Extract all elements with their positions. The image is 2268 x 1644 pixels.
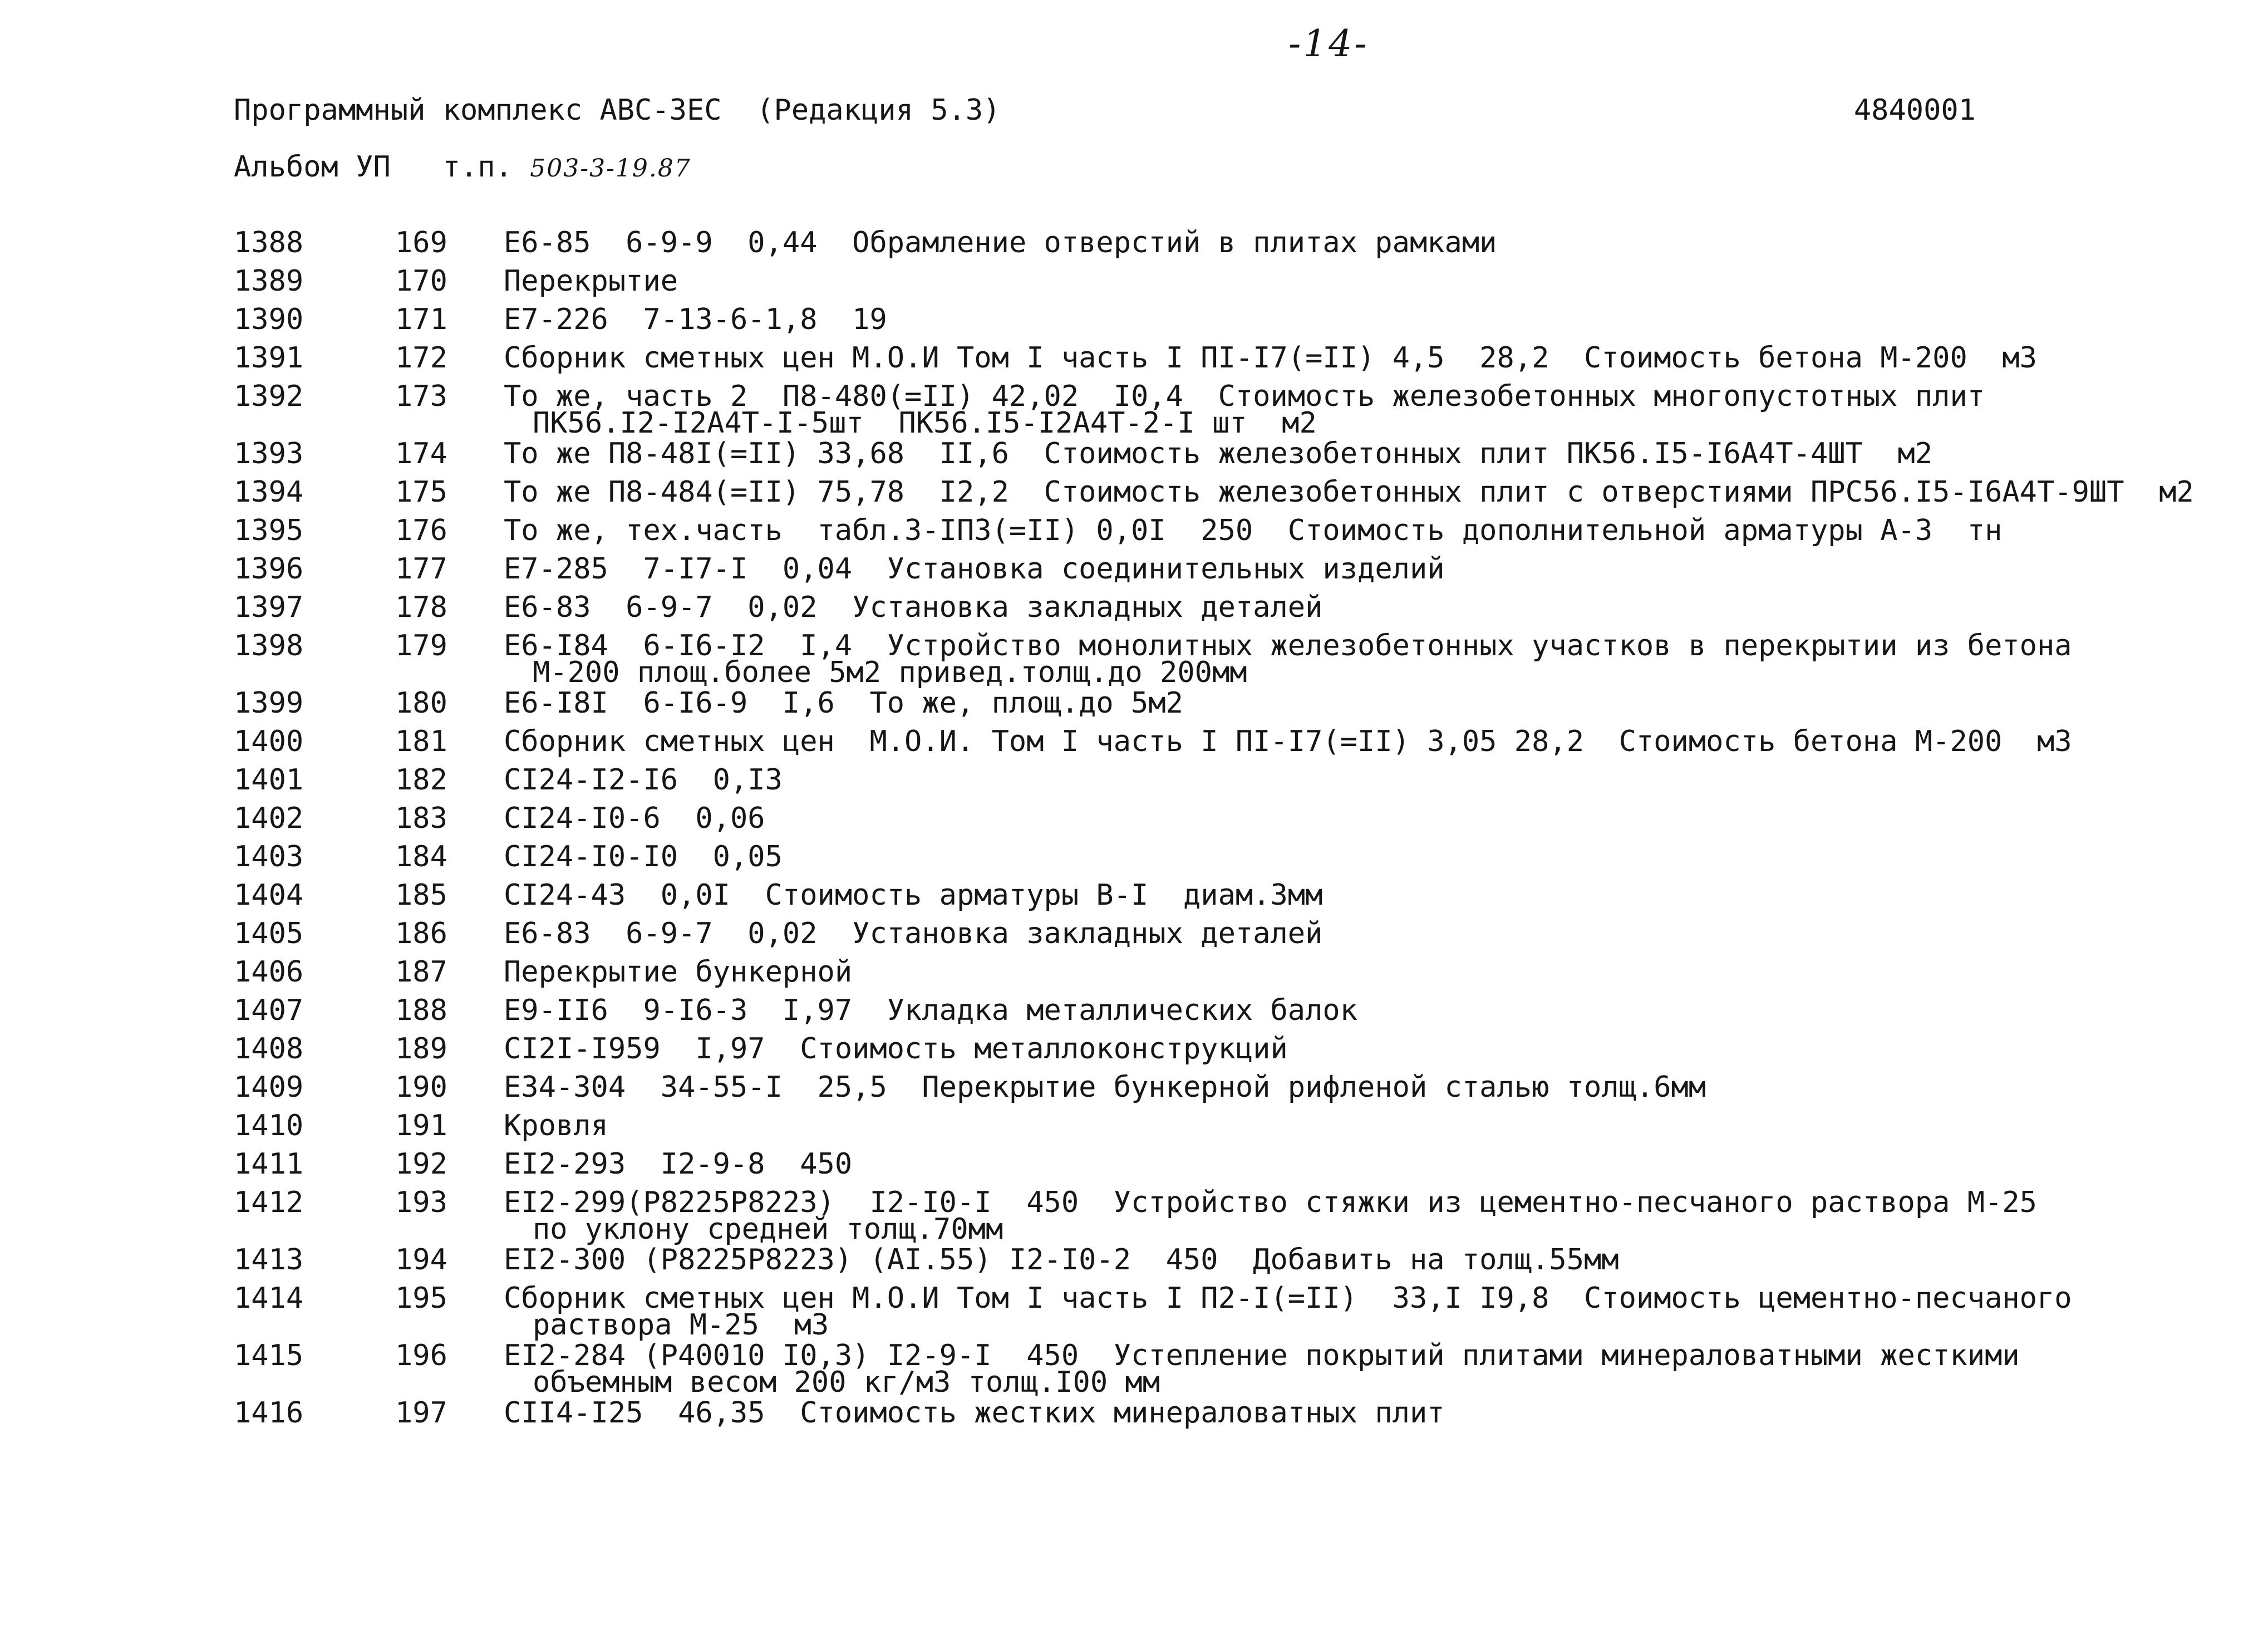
listing-row [234,724,2237,763]
item-number: 170 [395,264,447,298]
listing-row [234,379,2237,440]
listing-row [234,590,2237,629]
row-description [504,1070,2237,1105]
row-description [504,264,2237,298]
description-text: Сборник сметных цен М.О.И Том I часть I П2-I(=II) 33,I I9,8 Стоимость цементно-песчаного [504,1282,2072,1315]
listing-row [234,1338,2237,1399]
description-text: Е34-304 34-55-I 25,5 Перекрытие бункерной рифленой сталью толщ.6мм [504,1071,1706,1104]
item-number: 186 [395,917,447,950]
description-text: Перекрытие бункерной [504,955,853,989]
item-number: 187 [395,955,447,989]
item-number: 182 [395,763,447,797]
row-description [504,686,2237,720]
row-description [504,1243,2237,1277]
listing-row [234,1108,2237,1147]
description-text: То же, тех.часть табл.3-IП3(=II) 0,0I 250 Стоимость дополнительной арматуры А-3 тн [504,514,2003,547]
description-text: Е9-II6 9-I6-3 I,97 Укладка металлических балок [504,994,1358,1027]
row-description [504,955,2237,989]
row-description [504,1147,2237,1181]
line-number: 1394 [234,475,304,509]
line-number: 1413 [234,1243,304,1277]
description-continuation: объемным весом 200 кг/м3 толщ.I00 мм [533,1366,1160,1399]
listing-row [234,1281,2237,1342]
line-number: 1395 [234,514,304,547]
item-number: 188 [395,994,447,1027]
row-description [504,840,2237,874]
line-number: 1401 [234,763,304,797]
listing-row [234,840,2237,878]
description-text: СII4-I25 46,35 Стоимость жестких минераловатных плит [504,1396,1445,1430]
line-number: 1404 [234,879,304,912]
album-label: Альбом УП т.п. [234,150,513,184]
description-text: ЕI2-293 I2-9-8 450 [504,1147,853,1181]
item-number: 179 [395,629,447,662]
item-number: 174 [395,437,447,470]
line-number: 1415 [234,1339,304,1372]
line-number: 1399 [234,686,304,720]
item-number: 189 [395,1032,447,1066]
description-text: СI24-I2-I6 0,I3 [504,763,783,797]
description-text: СI24-I0-6 0,06 [504,802,765,835]
page-number: -14- [1288,22,1369,65]
album-code: 503-3-19.87 [530,154,691,183]
listing-row [234,1396,2237,1434]
line-number: 1388 [234,226,304,259]
description-text: Е6-I8I 6-I6-9 I,6 То же, площ.до 5м2 [504,686,1183,720]
description-text: Е7-226 7-13-6-1,8 19 [504,303,887,336]
row-description [504,302,2237,337]
estimate-listing [234,225,2237,1434]
line-number: 1409 [234,1071,304,1104]
line-number: 1407 [234,994,304,1027]
program-title: Программный комплекс АВС-ЗЕС (Редакция 5.3) [234,94,1001,127]
listing-row [234,916,2237,955]
row-description [504,1396,2237,1430]
listing-row [234,1147,2237,1185]
line-number: 1412 [234,1186,304,1219]
item-number: 193 [395,1186,447,1219]
listing-row [234,801,2237,840]
line-number: 1405 [234,917,304,950]
item-number: 175 [395,475,447,509]
description-text: Е6-I84 6-I6-I2 I,4 Устройство монолитных железобетонных участков в перекрытии из бетона [504,629,2072,662]
item-number: 172 [395,341,447,375]
line-number: 1391 [234,341,304,375]
line-number: 1411 [234,1147,304,1181]
row-description [504,763,2237,797]
row-description [504,590,2237,625]
item-number: 176 [395,514,447,547]
row-description [504,878,2237,912]
description-text: То же П8-484(=II) 75,78 I2,2 Стоимость железобетонных плит с отверстиями ПРС56.I5-I6А4Т-9ШТ м2 [504,475,2194,509]
item-number: 180 [395,686,447,720]
row-description [504,724,2237,759]
description-continuation: ПК56.I2-I2А4Т-I-5шт ПК56.I5-I2А4Т-2-I шт м2 [533,406,1317,440]
line-number: 1393 [234,437,304,470]
description-text: Е6-83 6-9-7 0,02 Установка закладных деталей [504,591,1323,624]
listing-row [234,225,2237,264]
line-number: 1402 [234,802,304,835]
row-description [504,379,2237,440]
description-continuation: раствора М-25 м3 [533,1308,829,1342]
line-number: 1398 [234,629,304,662]
description-text: СI24-43 0,0I Стоимость арматуры В-I диам.3мм [504,879,1323,912]
row-description [504,341,2237,375]
item-number: 196 [395,1339,447,1372]
row-description [504,801,2237,836]
listing-row [234,993,2237,1032]
document-code: 4840001 [1853,94,1976,127]
item-number: 171 [395,303,447,336]
line-number: 1416 [234,1396,304,1430]
description-text: Е7-285 7-I7-I 0,04 Установка соединительных изделий [504,552,1445,586]
item-number: 181 [395,725,447,758]
row-description [504,552,2237,586]
description-text: Сборник сметных цен М.О.И. Том I часть I ПI-I7(=II) 3,05 28,2 Стоимость бетона М-200 м3 [504,725,2072,758]
line-number: 1410 [234,1109,304,1142]
line-number: 1392 [234,380,304,413]
item-number: 192 [395,1147,447,1181]
row-description [504,225,2237,260]
description-text: Сборник сметных цен М.О.И Том I часть I ПI-I7(=II) 4,5 28,2 Стоимость бетона М-200 м3 [504,341,2037,375]
description-text: Кровля [504,1109,608,1142]
description-text: ЕI2-300 (Р8225Р8223) (АI.55) I2-I0-2 450 Добавить на толщ.55мм [504,1243,1619,1277]
listing-row [234,1032,2237,1070]
line-number: 1408 [234,1032,304,1066]
row-description [504,916,2237,951]
item-number: 197 [395,1396,447,1430]
item-number: 185 [395,879,447,912]
description-text: Е6-83 6-9-7 0,02 Установка закладных деталей [504,917,1323,950]
item-number: 173 [395,380,447,413]
description-text: ЕI2-284 (Р40010 I0,3) I2-9-I 450 Устепление покрытий плитами минераловатными жесткими [504,1339,2020,1372]
listing-row [234,629,2237,689]
listing-row [234,436,2237,475]
description-text: ЕI2-299(Р8225Р8223) I2-I0-I 450 Устройство стяжки из цементно-песчаного раствора М-25 [504,1186,2037,1219]
line-number: 1414 [234,1282,304,1315]
listing-row [234,955,2237,993]
description-text: СI2I-I959 I,97 Стоимость металлоконструкций [504,1032,1288,1066]
listing-row [234,552,2237,590]
line-number: 1403 [234,840,304,873]
listing-row [234,513,2237,552]
description-text: То же П8-48I(=II) 33,68 II,6 Стоимость железобетонных плит ПК56.I5-I6А4Т-4ШТ м2 [504,437,1933,470]
description-text: То же, часть 2 П8-480(=II) 42,02 I0,4 Стоимость железобетонных многопустотных плит [504,380,1985,413]
listing-row [234,341,2237,379]
description-continuation: М-200 площ.более 5м2 привед.толщ.до 200мм [533,656,1247,689]
row-description [504,1281,2237,1342]
item-number: 191 [395,1109,447,1142]
row-description [504,1185,2237,1246]
listing-row [234,878,2237,916]
description-text: СI24-I0-I0 0,05 [504,840,783,873]
item-number: 177 [395,552,447,586]
line-number: 1400 [234,725,304,758]
row-description [504,513,2237,548]
listing-row [234,686,2237,724]
line-number: 1406 [234,955,304,989]
listing-row [234,264,2237,302]
item-number: 194 [395,1243,447,1277]
row-description [504,475,2237,509]
row-description [504,1338,2237,1399]
description-text: Е6-85 6-9-9 0,44 Обрамление отверстий в плитах рамками [504,226,1497,259]
row-description [504,629,2237,689]
description-continuation: по уклону средней толщ.70мм [533,1213,1003,1246]
listing-row [234,475,2237,513]
listing-row [234,302,2237,341]
line-number: 1390 [234,303,304,336]
item-number: 178 [395,591,447,624]
row-description [504,1108,2237,1143]
item-number: 184 [395,840,447,873]
line-number: 1397 [234,591,304,624]
description-text: Перекрытие [504,264,678,298]
item-number: 183 [395,802,447,835]
listing-row [234,1070,2237,1108]
listing-row [234,763,2237,801]
row-description [504,436,2237,471]
line-number: 1396 [234,552,304,586]
row-description [504,993,2237,1028]
line-number: 1389 [234,264,304,298]
album-line [234,150,691,184]
item-number: 190 [395,1071,447,1104]
item-number: 195 [395,1282,447,1315]
listing-row [234,1185,2237,1246]
item-number: 169 [395,226,447,259]
row-description [504,1032,2237,1066]
listing-row [234,1243,2237,1281]
